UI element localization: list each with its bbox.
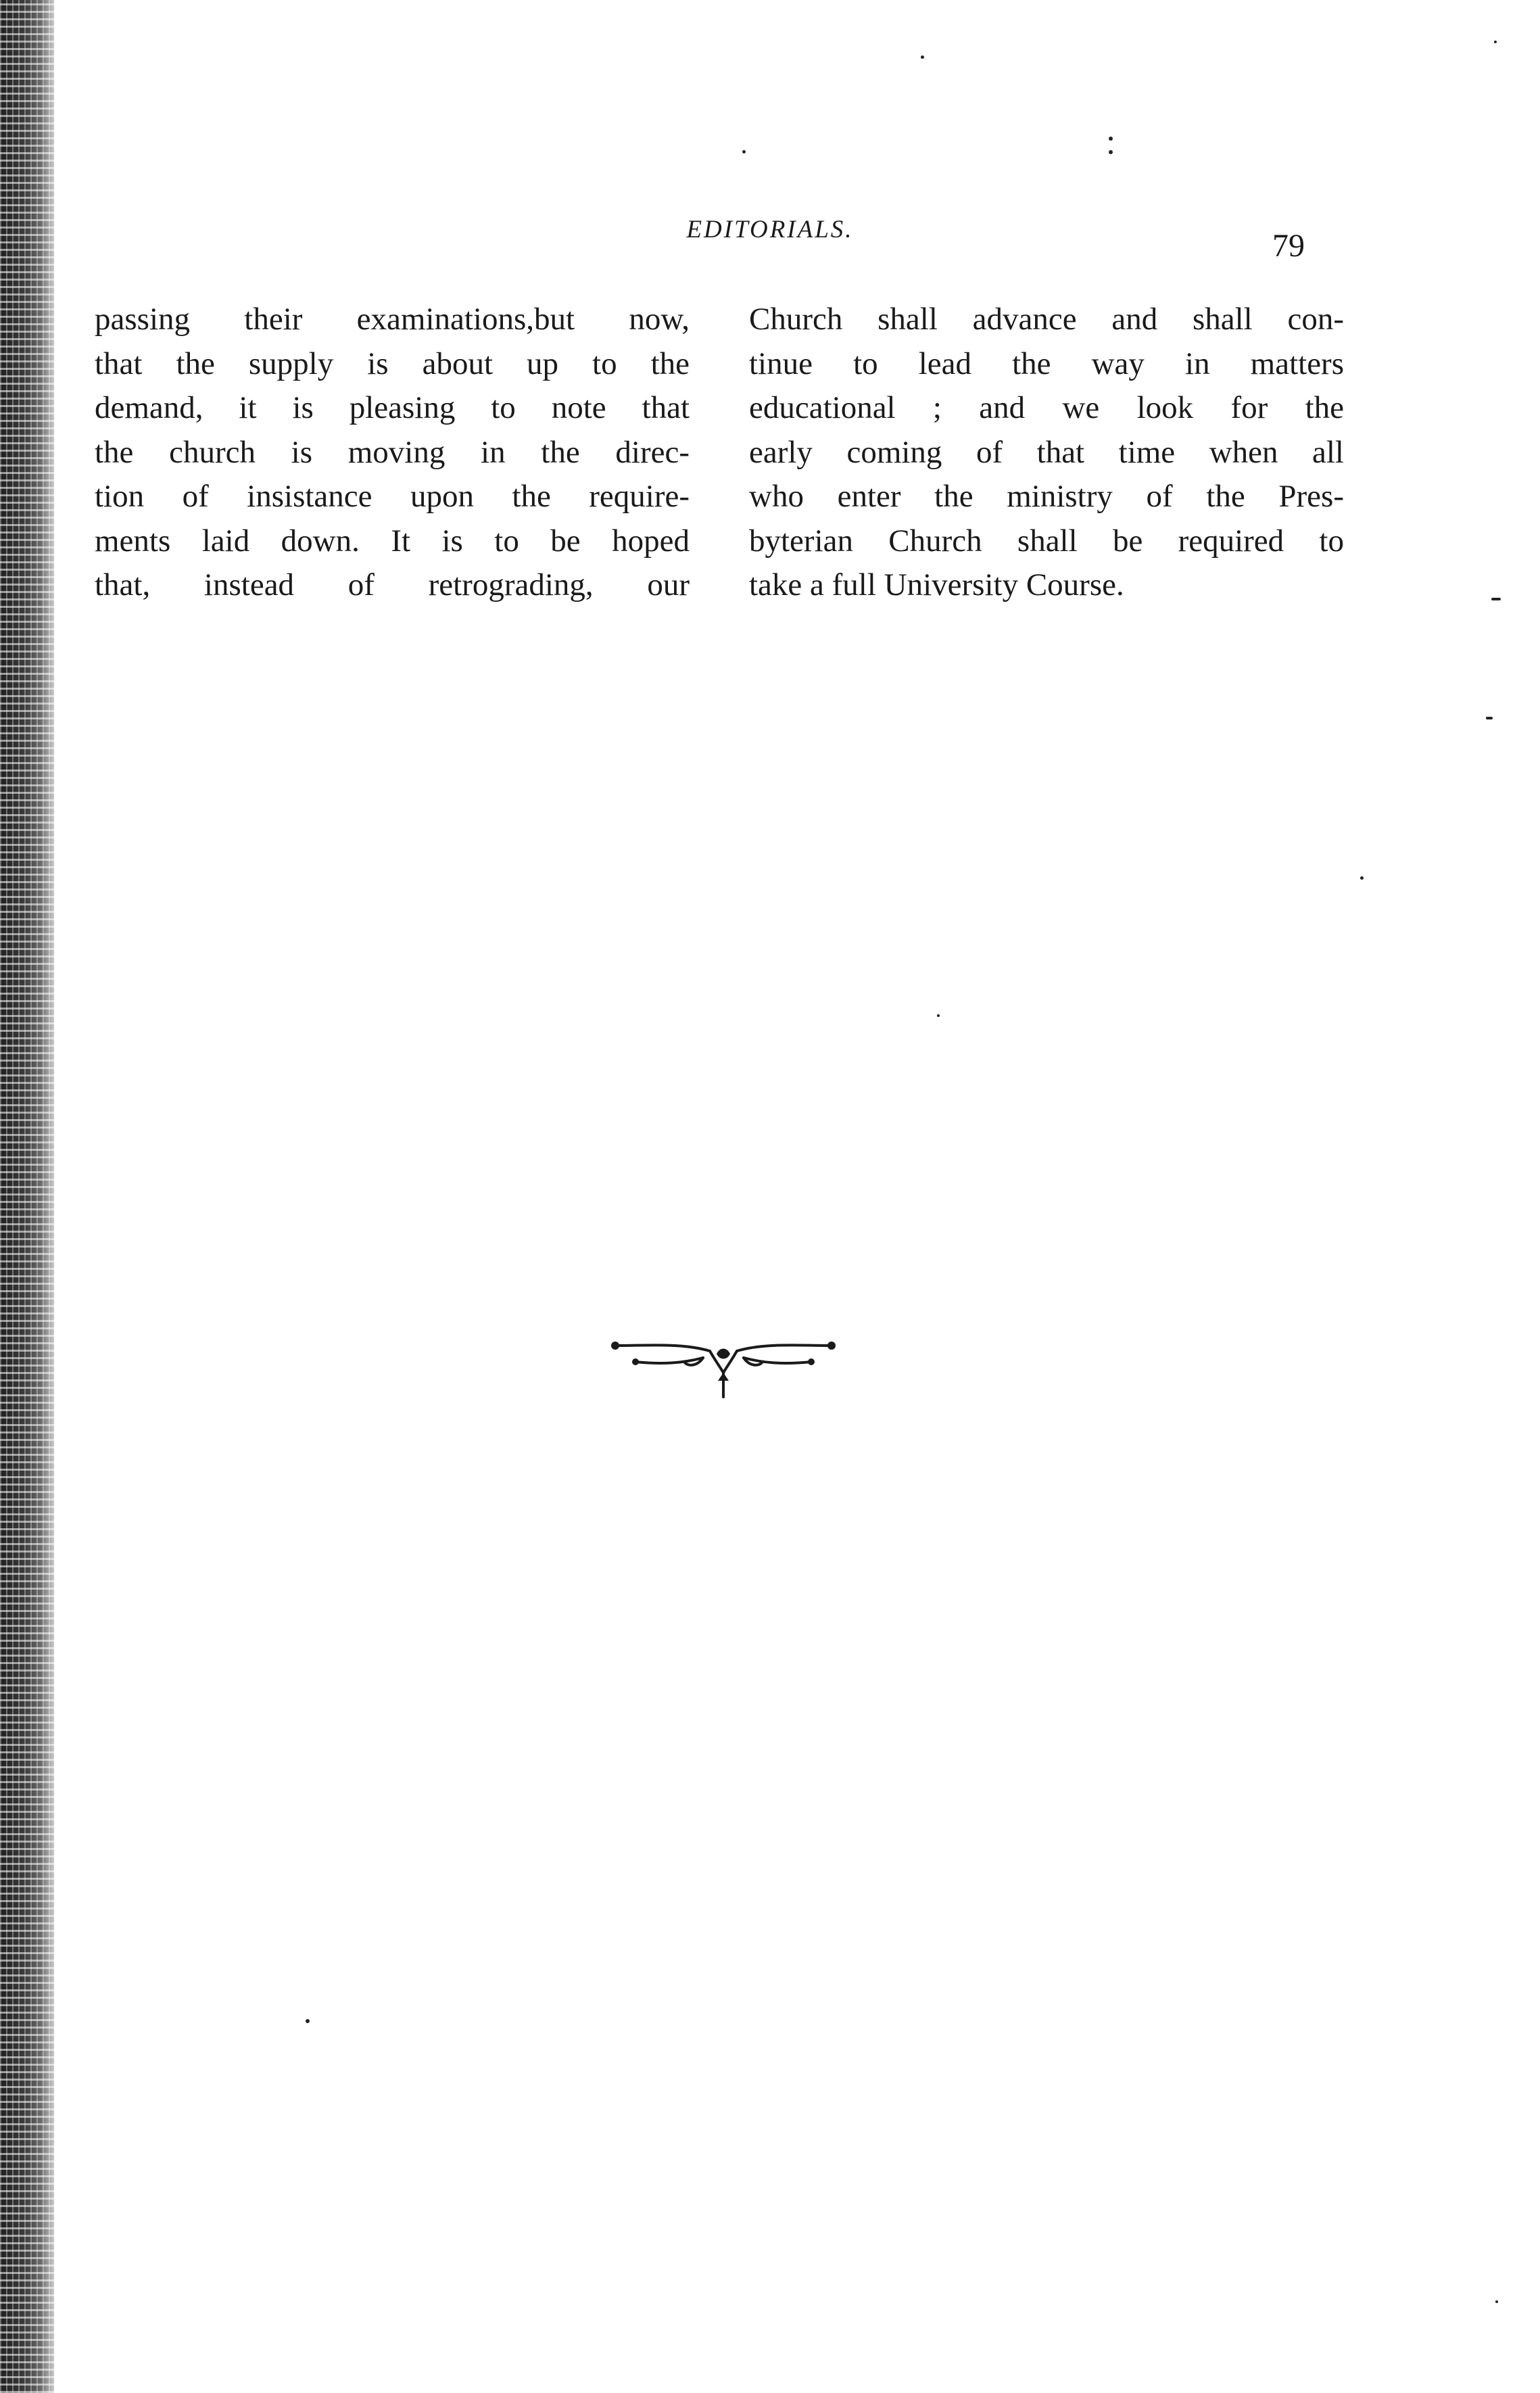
scan-speck [1360, 876, 1364, 880]
scan-speck [1491, 598, 1501, 600]
text-line: Church shall advance and shall con- [749, 302, 1344, 337]
binding-edge [0, 0, 54, 2393]
scan-speck [306, 2019, 310, 2023]
text-line: the church is moving in the direc- [95, 434, 690, 470]
text-line: demand, it is pleasing to note that [95, 390, 690, 425]
text-line: early coming of that time when all [749, 434, 1344, 470]
scan-speck [1109, 150, 1113, 154]
text-line: tion of insistance upon the require- [95, 479, 690, 514]
text-line: ments laid down. It is to be hoped [95, 523, 690, 559]
scan-speck [1109, 137, 1113, 141]
text-line: educational ; and we look for the [749, 390, 1344, 425]
text-line: byterian Church shall be required to [749, 523, 1344, 559]
text-line: that, instead of retrograding, our [95, 567, 690, 602]
running-head: EDITORIALS. [686, 216, 854, 243]
text-line: take a full University Course. [749, 567, 1124, 602]
scan-speck [1495, 2300, 1498, 2303]
scan-speck [1486, 717, 1493, 719]
fleuron-ornament-icon [608, 1333, 838, 1401]
text-line: tinue to lead the way in matters [749, 346, 1344, 381]
text-line: who enter the ministry of the Pres- [749, 479, 1344, 514]
scan-speck [1494, 41, 1497, 43]
scan-speck [742, 150, 746, 153]
text-line: that the supply is about up to the [95, 346, 690, 381]
page-number: 79 [1272, 228, 1305, 264]
text-line: passing their examinations,but now, [95, 302, 690, 337]
right-column [749, 298, 1344, 608]
left-column [95, 298, 690, 608]
scan-speck [937, 1014, 940, 1017]
scan-speck [921, 55, 924, 59]
